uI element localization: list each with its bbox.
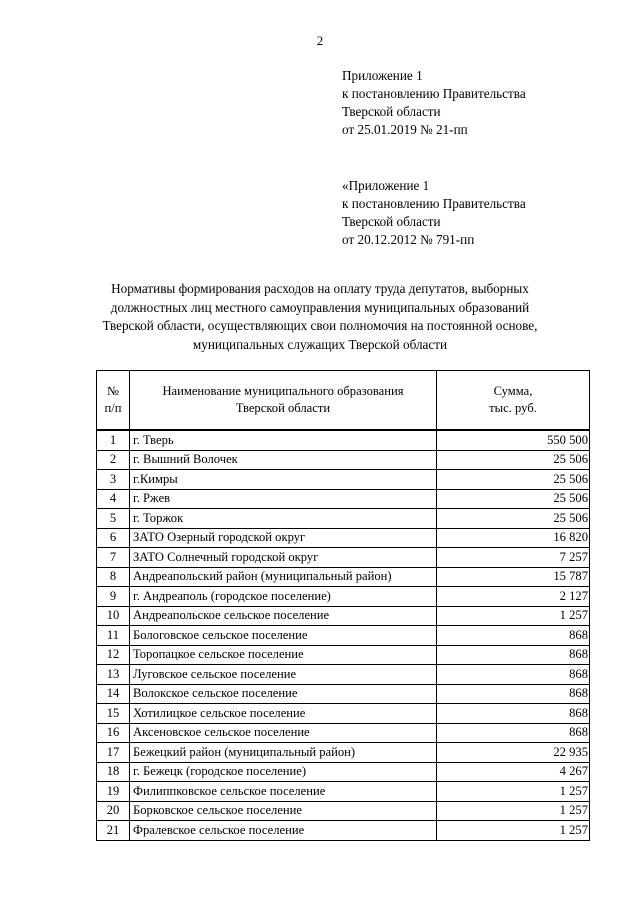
row-number: 6: [97, 528, 130, 548]
table-row: [97, 470, 590, 490]
row-sum: 868: [437, 684, 590, 704]
row-name: г. Бежецк (городское поселение): [130, 762, 437, 782]
table-row: [97, 548, 590, 568]
row-number: 21: [97, 821, 130, 841]
table-row: [97, 528, 590, 548]
row-name: Аксеновское сельское поселение: [130, 723, 437, 743]
row-sum: 868: [437, 665, 590, 685]
row-sum: 1 257: [437, 821, 590, 841]
row-sum: 16 820: [437, 528, 590, 548]
row-number: 18: [97, 762, 130, 782]
row-name: Хотилицкое сельское поселение: [130, 704, 437, 724]
row-sum: 868: [437, 645, 590, 665]
appendix-original-line: Тверской области: [342, 214, 441, 229]
header-num: [97, 371, 130, 431]
row-number: 12: [97, 645, 130, 665]
appendix-current-line: от 25.01.2019 № 21-пп: [342, 122, 468, 137]
table-row: [97, 606, 590, 626]
row-number: 14: [97, 684, 130, 704]
row-number: 17: [97, 743, 130, 763]
row-name: г. Андреаполь (городское поселение): [130, 587, 437, 607]
appendix-original: [342, 177, 526, 249]
row-sum: 15 787: [437, 567, 590, 587]
table-row: [97, 567, 590, 587]
header-num-line1: №: [106, 384, 120, 398]
appendix-current-line: к постановлению Правительства: [342, 86, 526, 101]
row-number: 11: [97, 626, 130, 646]
title-line: муниципальных служащих Тверской области: [192, 336, 448, 352]
row-name: ЗАТО Солнечный городской округ: [130, 548, 437, 568]
table-row: [97, 743, 590, 763]
row-number: 3: [97, 470, 130, 490]
norms-table: [96, 370, 590, 841]
row-number: 5: [97, 509, 130, 529]
row-name: Фралевское сельское поселение: [130, 821, 437, 841]
header-name: [130, 371, 437, 431]
table-row: [97, 821, 590, 841]
table-row: [97, 801, 590, 821]
row-number: 10: [97, 606, 130, 626]
row-name: г. Вышний Волочек: [130, 450, 437, 470]
row-name: Волокское сельское поселение: [130, 684, 437, 704]
row-name: г. Торжок: [130, 509, 437, 529]
row-sum: 868: [437, 723, 590, 743]
title-line: Нормативы формирования расходов на оплату труда депутатов, выборных: [111, 281, 529, 296]
row-number: 13: [97, 665, 130, 685]
row-sum: 7 257: [437, 548, 590, 568]
appendix-current-line: Тверской области: [342, 104, 441, 119]
row-name: г. Тверь: [130, 430, 437, 450]
row-number: 7: [97, 548, 130, 568]
table-row: [97, 665, 590, 685]
row-number: 15: [97, 704, 130, 724]
document-title: [60, 280, 580, 354]
table-row: [97, 450, 590, 470]
header-num-line2: п/п: [104, 401, 122, 415]
row-name: Луговское сельское поселение: [130, 665, 437, 685]
row-sum: 550 500: [437, 430, 590, 450]
header-sum: [437, 371, 590, 431]
row-number: 9: [97, 587, 130, 607]
row-sum: 1 257: [437, 782, 590, 802]
table-body: [97, 430, 590, 840]
row-sum: 1 257: [437, 606, 590, 626]
table-row: [97, 587, 590, 607]
row-sum: 2 127: [437, 587, 590, 607]
header-name-line1: Наименование муниципального образования: [162, 384, 404, 398]
row-number: 20: [97, 801, 130, 821]
header-name-line2: Тверской области: [235, 401, 331, 415]
row-number: 4: [97, 489, 130, 509]
row-sum: 22 935: [437, 743, 590, 763]
row-name: Андреапольское сельское поселение: [130, 606, 437, 626]
table-row: [97, 645, 590, 665]
row-name: г. Ржев: [130, 489, 437, 509]
header-sum-line1: Сумма,: [493, 384, 533, 398]
table-row: [97, 704, 590, 724]
row-sum: 25 506: [437, 470, 590, 490]
header-sum-line2: тыс. руб.: [489, 401, 537, 415]
row-name: Торопацкое сельское поселение: [130, 645, 437, 665]
row-sum: 25 506: [437, 509, 590, 529]
row-name: Бежецкий район (муниципальный район): [130, 743, 437, 763]
appendix-current-line: Приложение 1: [342, 68, 423, 83]
row-sum: 25 506: [437, 450, 590, 470]
row-name: Бологовское сельское поселение: [130, 626, 437, 646]
appendix-original-line: от 20.12.2012 № 791-пп: [342, 232, 475, 247]
table-row: [97, 489, 590, 509]
appendix-original-line: к постановлению Правительства: [342, 196, 526, 211]
table-row: [97, 626, 590, 646]
row-name: ЗАТО Озерный городской округ: [130, 528, 437, 548]
row-number: 19: [97, 782, 130, 802]
title-line: Тверской области, осуществляющих свои полномочия на постоянной основе,: [102, 318, 538, 333]
row-name: Филиппковское сельское поселение: [130, 782, 437, 802]
row-name: г.Кимры: [130, 470, 437, 490]
page-number: 2: [316, 33, 324, 48]
row-number: 8: [97, 567, 130, 587]
row-number: 1: [97, 430, 130, 450]
table-header-row: [97, 371, 590, 431]
row-name: Борковское сельское поселение: [130, 801, 437, 821]
table-row: [97, 723, 590, 743]
appendix-original-line: «Приложение 1: [342, 178, 430, 193]
row-number: 2: [97, 450, 130, 470]
row-sum: 4 267: [437, 762, 590, 782]
appendix-current: [342, 67, 526, 139]
table-row: [97, 782, 590, 802]
table-row: [97, 430, 590, 450]
row-sum: 868: [437, 626, 590, 646]
table-row: [97, 762, 590, 782]
table-row: [97, 684, 590, 704]
row-sum: 1 257: [437, 801, 590, 821]
title-line: должностных лиц местного самоуправления муниципальных образований: [110, 299, 530, 315]
row-name: Андреапольский район (муниципальный район): [130, 567, 437, 587]
table-row: [97, 509, 590, 529]
row-sum: 868: [437, 704, 590, 724]
row-number: 16: [97, 723, 130, 743]
row-sum: 25 506: [437, 489, 590, 509]
